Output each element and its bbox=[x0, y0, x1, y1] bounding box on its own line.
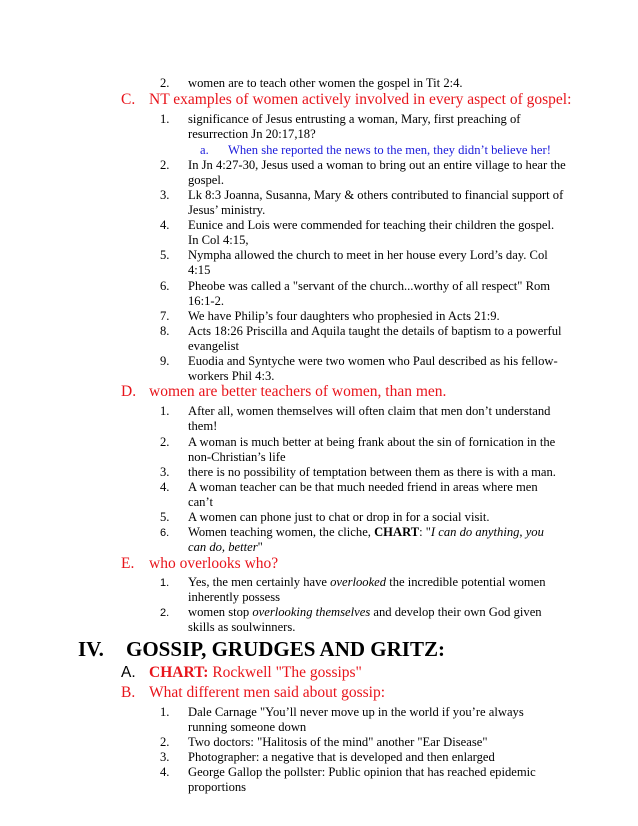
item-text: non-Christian’s life bbox=[188, 450, 286, 464]
item-text: who overlooks who? bbox=[149, 555, 279, 572]
item-label: 4. bbox=[160, 765, 170, 779]
outline-heading-iv bbox=[78, 637, 445, 661]
outline-item-num bbox=[160, 158, 566, 173]
item-label: IV. bbox=[78, 637, 104, 661]
item-label: B. bbox=[121, 684, 136, 701]
item-label: 1. bbox=[160, 112, 170, 126]
item-text-italic: overlooked bbox=[330, 575, 387, 589]
item-label: 9. bbox=[160, 354, 170, 368]
item-text: After all, women themselves will often claim that men don’t understand bbox=[188, 404, 551, 418]
outline-item-continuation bbox=[188, 780, 246, 795]
outline-item-num bbox=[160, 354, 558, 369]
outline-section-e bbox=[121, 555, 278, 573]
item-text-post: Rockwell "The gossips" bbox=[208, 664, 362, 681]
outline-item-continuation bbox=[188, 620, 295, 635]
item-text: significance of Jesus entrusting a woman, Mary, first preaching of bbox=[188, 112, 521, 126]
item-text: evangelist bbox=[188, 339, 240, 353]
outline-item-num bbox=[160, 279, 550, 294]
outline-item-num bbox=[160, 188, 563, 203]
item-text: skills as soulwinners. bbox=[188, 620, 296, 634]
outline-item-num bbox=[160, 510, 490, 525]
outline-item-num bbox=[160, 76, 463, 91]
outline-item-num bbox=[160, 735, 487, 750]
outline-section-a bbox=[121, 664, 362, 682]
outline-item-num bbox=[160, 404, 550, 419]
outline-item-num bbox=[160, 248, 548, 263]
item-text-italic: I can do anything, you bbox=[430, 525, 544, 539]
item-text: Nympha allowed the church to meet in her house every Lord’s day. Col bbox=[188, 248, 548, 262]
outline-item-continuation bbox=[188, 495, 213, 510]
item-label: 5. bbox=[160, 248, 170, 262]
item-text: George Gallop the pollster: Public opinion that has reached epidemic bbox=[188, 765, 536, 779]
item-text: women are better teachers of women, than men. bbox=[149, 383, 447, 400]
item-label: 2. bbox=[160, 607, 170, 619]
item-label: C. bbox=[121, 91, 136, 108]
item-text: Euodia and Syntyche were two women who Paul described as his fellow- bbox=[188, 354, 558, 368]
outline-section-c bbox=[121, 91, 571, 109]
item-text: workers Phil 4:3. bbox=[188, 369, 275, 383]
outline-item-num bbox=[160, 465, 556, 480]
item-label: 2. bbox=[160, 735, 170, 749]
outline-item-num bbox=[160, 575, 546, 591]
outline-section-d bbox=[121, 383, 446, 401]
item-label: A. bbox=[121, 664, 136, 681]
item-label: 1. bbox=[160, 705, 170, 719]
outline-item-num bbox=[160, 765, 536, 780]
item-text: Lk 8:3 Joanna, Susanna, Mary & others contributed to financial support of bbox=[188, 188, 564, 202]
chart-marker: CHART: bbox=[149, 664, 209, 681]
item-label: 3. bbox=[160, 188, 170, 202]
outline-item-continuation bbox=[188, 294, 224, 309]
item-label: 3. bbox=[160, 465, 170, 479]
item-text: can’t bbox=[188, 495, 213, 509]
outline-subitem-a bbox=[200, 143, 551, 158]
item-text-post: the incredible potential women bbox=[386, 575, 546, 589]
item-text: A women can phone just to chat or drop in for a social visit. bbox=[188, 510, 490, 524]
outline-item-continuation bbox=[188, 173, 224, 188]
item-label: 2. bbox=[160, 158, 170, 172]
outline-item-continuation bbox=[188, 203, 265, 218]
item-label: 4. bbox=[160, 218, 170, 232]
item-text: What different men said about gossip: bbox=[149, 684, 386, 701]
item-text: inherently possess bbox=[188, 590, 280, 604]
item-label: a. bbox=[200, 143, 209, 157]
outline-item-continuation bbox=[188, 233, 249, 248]
item-text: Pheobe was called a "servant of the church...worthy of all respect" Rom bbox=[188, 279, 551, 293]
item-label: 8. bbox=[160, 324, 170, 338]
item-text: A woman is much better at being frank about the sin of fornication in the bbox=[188, 435, 556, 449]
item-text-pre: women stop bbox=[188, 605, 253, 619]
item-text-italic: can do, better bbox=[188, 540, 258, 554]
item-label: 6. bbox=[160, 527, 170, 539]
item-text: A woman teacher can be that much needed friend in areas where men bbox=[188, 480, 538, 494]
item-text: gospel. bbox=[188, 173, 225, 187]
item-label: 2. bbox=[160, 435, 170, 449]
item-text: We have Philip’s four daughters who prophesied in Acts 21:9. bbox=[188, 309, 500, 323]
outline-item-num bbox=[160, 480, 538, 495]
item-label: 5. bbox=[160, 510, 170, 524]
item-text: Two doctors: "Halitosis of the mind" another "Ear Disease" bbox=[188, 735, 488, 749]
outline-item-num bbox=[160, 605, 542, 621]
outline-item-num bbox=[160, 324, 562, 339]
outline-item-num bbox=[160, 435, 555, 450]
item-label: 1. bbox=[160, 404, 170, 418]
outline-section-b bbox=[121, 684, 385, 702]
outline-item-num bbox=[160, 309, 500, 324]
item-text: Jesus’ ministry. bbox=[188, 203, 266, 217]
item-label: 1. bbox=[160, 577, 170, 589]
item-text-italic: overlooking themselves bbox=[252, 605, 371, 619]
outline-item-continuation bbox=[188, 720, 306, 735]
item-text-post: and develop their own God given bbox=[370, 605, 542, 619]
outline-item-continuation bbox=[188, 590, 280, 605]
outline-item-continuation bbox=[188, 339, 239, 354]
item-text-post: " bbox=[257, 540, 263, 554]
outline-item-num bbox=[160, 750, 495, 765]
outline-item-num bbox=[160, 525, 544, 541]
outline-item-continuation bbox=[188, 419, 217, 434]
heading-text: GOSSIP, GRUDGES AND GRITZ: bbox=[126, 637, 445, 661]
item-text: NT examples of women actively involved in every aspect of gospel: bbox=[149, 91, 572, 108]
outline-item-continuation bbox=[188, 450, 286, 465]
chart-marker: CHART bbox=[374, 525, 420, 539]
item-text: running someone down bbox=[188, 720, 307, 734]
item-text: In Col 4:15, bbox=[188, 233, 249, 247]
item-text: resurrection Jn 20:17,18? bbox=[188, 127, 316, 141]
item-text: Photographer: a negative that is developed and then enlarged bbox=[188, 750, 495, 764]
outline-item-continuation bbox=[188, 369, 274, 384]
item-text: In Jn 4:27-30, Jesus used a woman to bring out an entire village to hear the bbox=[188, 158, 566, 172]
outline-item-num bbox=[160, 705, 524, 720]
item-label: 4. bbox=[160, 480, 170, 494]
item-text: proportions bbox=[188, 780, 247, 794]
outline-item-continuation bbox=[188, 263, 210, 278]
item-label: 3. bbox=[160, 750, 170, 764]
outline-item-continuation bbox=[188, 127, 316, 142]
item-text-pre: Women teaching women, the cliche, bbox=[188, 525, 375, 539]
outline-item-continuation bbox=[188, 540, 263, 555]
item-text: Acts 18:26 Priscilla and Aquila taught the details of baptism to a powerful bbox=[188, 324, 562, 338]
item-text: When she reported the news to the men, they didn’t believe her! bbox=[228, 143, 551, 157]
item-text: 4:15 bbox=[188, 263, 211, 277]
item-label: 7. bbox=[160, 309, 170, 323]
item-label: 6. bbox=[160, 279, 170, 293]
item-text: 16:1-2. bbox=[188, 294, 225, 308]
item-text-mid: : " bbox=[419, 525, 431, 539]
item-label: D. bbox=[121, 383, 137, 400]
outline-item-num bbox=[160, 112, 520, 127]
item-text: Eunice and Lois were commended for teaching their children the gospel. bbox=[188, 218, 555, 232]
item-text: women are to teach other women the gospel in Tit 2:4. bbox=[188, 76, 463, 90]
item-label: E. bbox=[121, 555, 135, 572]
outline-item-num bbox=[160, 218, 554, 233]
item-text-pre: Yes, the men certainly have bbox=[188, 575, 331, 589]
item-label: 2. bbox=[160, 76, 170, 90]
item-text: there is no possibility of temptation between them as there is with a man. bbox=[188, 465, 556, 479]
item-text: them! bbox=[188, 419, 218, 433]
item-text: Dale Carnage "You’ll never move up in the world if you’re always bbox=[188, 705, 524, 719]
